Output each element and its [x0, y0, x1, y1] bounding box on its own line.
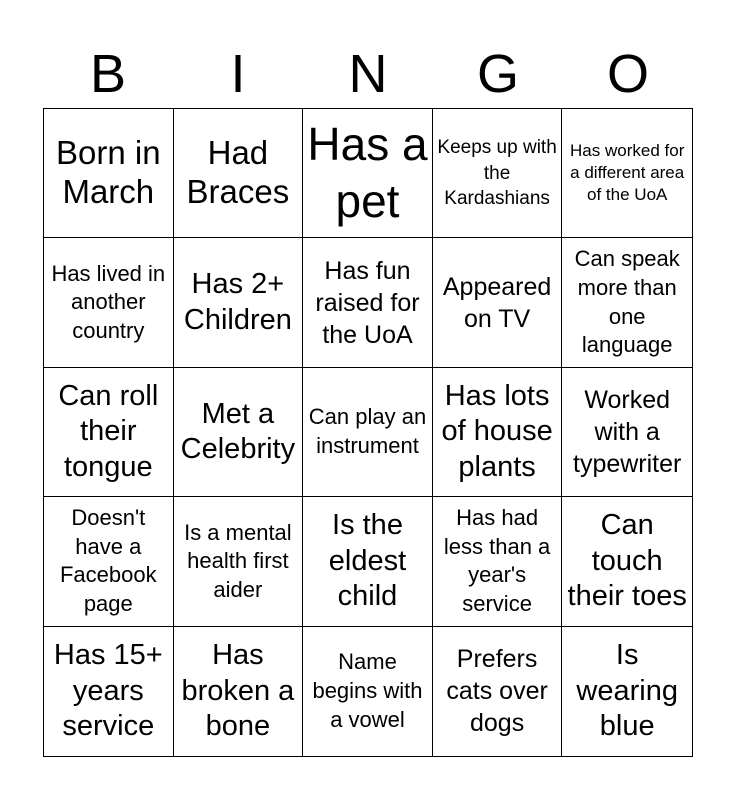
- bingo-cell-text: Has a pet: [307, 117, 428, 228]
- bingo-cell[interactable]: [562, 627, 692, 756]
- header-letter-o: O: [606, 44, 649, 104]
- bingo-cell[interactable]: [433, 497, 563, 626]
- bingo-cell[interactable]: [303, 497, 433, 626]
- bingo-card-grid: [43, 108, 693, 757]
- bingo-cell-text: Has broken a bone: [181, 639, 295, 742]
- bingo-cell[interactable]: [44, 109, 174, 238]
- bingo-cell-text: Has lots of house plants: [441, 379, 553, 483]
- bingo-cell[interactable]: [44, 497, 174, 626]
- bingo-cell[interactable]: [174, 109, 304, 238]
- header-letter-n: N: [348, 44, 388, 104]
- bingo-cell-text: Can speak more than one language: [574, 246, 680, 358]
- bingo-cell-text: Has fun raised for the UoA: [315, 256, 420, 349]
- bingo-cell-text: Can touch their toes: [567, 509, 687, 613]
- bingo-cell[interactable]: [174, 627, 304, 756]
- bingo-cell-text: Has had less than a year's service: [443, 505, 551, 616]
- bingo-cell-text: Worked with a typewriter: [573, 385, 682, 478]
- bingo-cell-text: Has lived in another country: [51, 260, 166, 343]
- bingo-cell-text: Doesn't have a Facebook page: [59, 505, 157, 616]
- header-letter-g: G: [476, 44, 519, 104]
- bingo-cell-text: Born in March: [56, 134, 161, 211]
- bingo-header: [43, 40, 693, 108]
- bingo-cell[interactable]: [562, 368, 692, 497]
- bingo-cell-text: Has 2+ Children: [183, 268, 292, 336]
- bingo-cell[interactable]: [433, 627, 563, 756]
- bingo-cell-text: Had Braces: [186, 134, 290, 211]
- bingo-cell-text: Is wearing blue: [576, 639, 678, 742]
- bingo-cell[interactable]: [174, 238, 304, 367]
- bingo-cell[interactable]: [44, 238, 174, 367]
- bingo-cell-text: Appeared on TV: [442, 272, 552, 333]
- bingo-cell-text: Can roll their tongue: [58, 379, 159, 483]
- bingo-cell-text: Has worked for a different area of the UoA: [570, 141, 685, 205]
- bingo-cell[interactable]: [433, 238, 563, 367]
- bingo-cell-text: Is the eldest child: [328, 509, 407, 613]
- bingo-cell-text: Prefers cats over dogs: [446, 645, 548, 738]
- bingo-cell[interactable]: [174, 368, 304, 497]
- bingo-cell[interactable]: [433, 109, 563, 238]
- bingo-cell[interactable]: [303, 238, 433, 367]
- bingo-cell[interactable]: [303, 368, 433, 497]
- bingo-cell[interactable]: [303, 627, 433, 756]
- bingo-cell[interactable]: [44, 368, 174, 497]
- bingo-cell[interactable]: [303, 109, 433, 238]
- header-letter-i: I: [230, 44, 246, 104]
- bingo-cell-text: Keeps up with the Kardashians: [437, 137, 557, 209]
- bingo-cell[interactable]: [562, 497, 692, 626]
- bingo-cell-text: Name begins with a vowel: [312, 649, 423, 732]
- bingo-cell[interactable]: [562, 109, 692, 238]
- bingo-cell-text: Met a Celebrity: [180, 397, 296, 465]
- bingo-cell[interactable]: [433, 368, 563, 497]
- bingo-cell[interactable]: [562, 238, 692, 367]
- bingo-cell[interactable]: [174, 497, 304, 626]
- bingo-cell-text: Has 15+ years service: [53, 639, 163, 742]
- bingo-cell[interactable]: [44, 627, 174, 756]
- bingo-cell-text: Is a mental health first aider: [184, 519, 292, 602]
- header-letter-b: B: [89, 44, 127, 104]
- bingo-cell-text: Can play an instrument: [308, 404, 427, 458]
